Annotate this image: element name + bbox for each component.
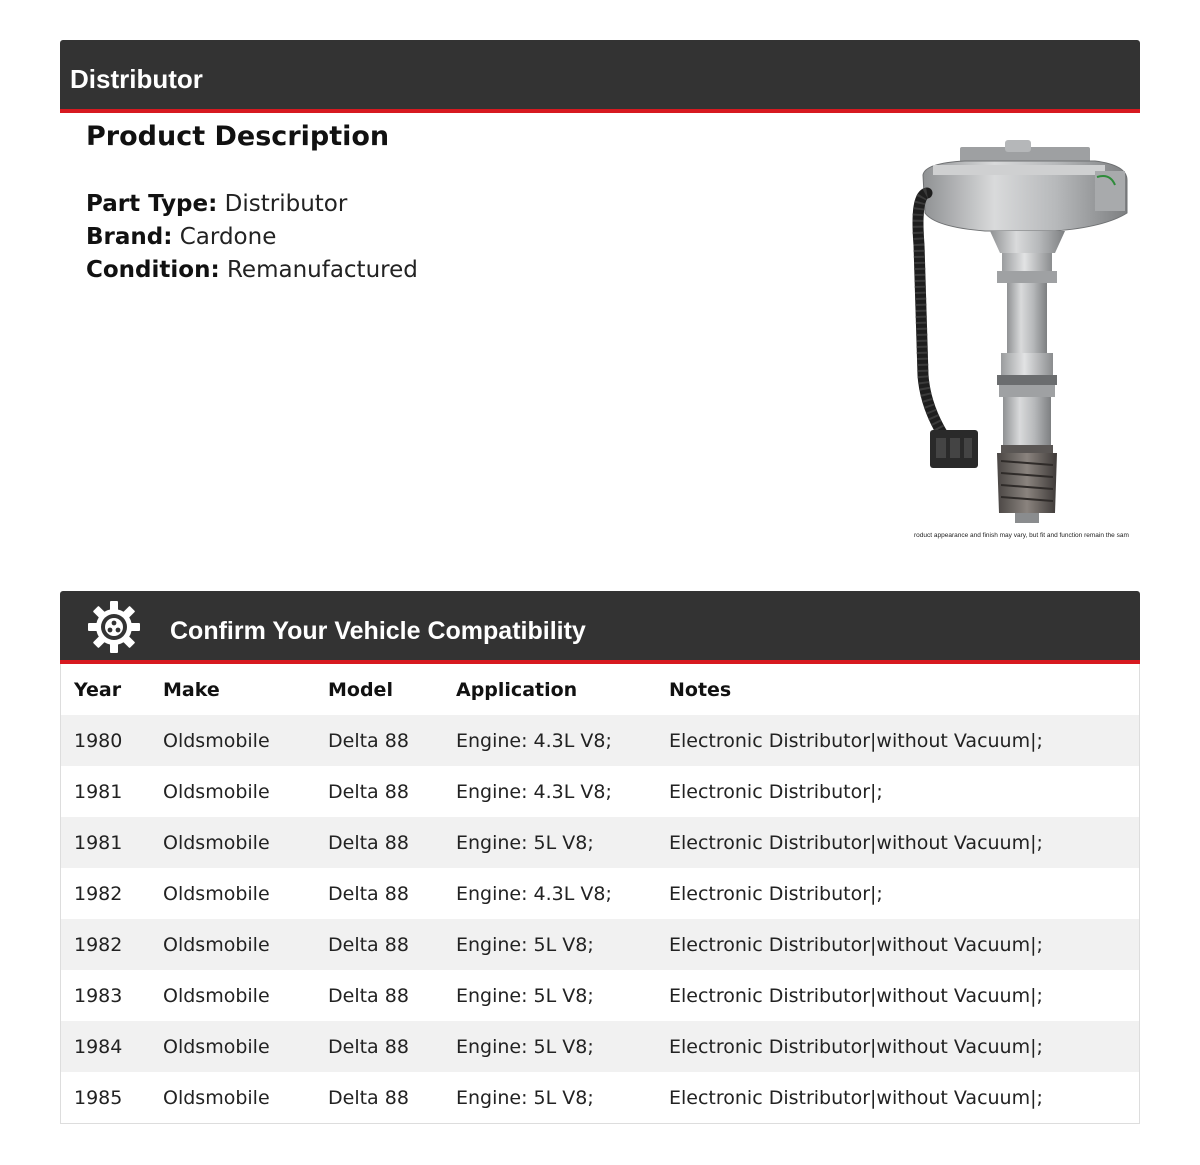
column-header-make: Make xyxy=(163,678,220,701)
column-header-model: Model xyxy=(328,678,393,701)
distributor-product-image[interactable] xyxy=(905,135,1135,530)
cell-make: Oldsmobile xyxy=(163,729,270,752)
cell-year: 1985 xyxy=(74,1086,123,1109)
cell-model: Delta 88 xyxy=(328,882,409,905)
cell-year: 1982 xyxy=(74,882,123,905)
compatibility-title: Confirm Your Vehicle Compatibility xyxy=(170,617,586,645)
product-title-bar xyxy=(60,40,1140,113)
cell-application: Engine: 5L V8; xyxy=(456,1035,594,1058)
cell-model: Delta 88 xyxy=(328,831,409,854)
table-row xyxy=(61,715,1139,766)
cell-notes: Electronic Distributor|; xyxy=(669,882,883,905)
attribute-value: Cardone xyxy=(179,224,277,250)
compatibility-table xyxy=(60,664,1140,1124)
cell-notes: Electronic Distributor|without Vacuum|; xyxy=(669,729,1043,752)
cell-make: Oldsmobile xyxy=(163,780,270,803)
attribute-label: Brand: xyxy=(86,224,173,250)
cell-make: Oldsmobile xyxy=(163,933,270,956)
cell-notes: Electronic Distributor|without Vacuum|; xyxy=(669,984,1043,1007)
product-title: Distributor xyxy=(70,64,203,94)
attribute-value: Distributor xyxy=(224,191,348,217)
cell-model: Delta 88 xyxy=(328,729,409,752)
column-header-notes: Notes xyxy=(669,678,732,701)
attribute-label: Part Type: xyxy=(86,191,218,217)
gear-icon xyxy=(88,601,140,653)
cell-model: Delta 88 xyxy=(328,933,409,956)
cell-application: Engine: 5L V8; xyxy=(456,1086,594,1109)
cell-model: Delta 88 xyxy=(328,1086,409,1109)
image-caption: roduct appearance and finish may vary, but fit and function remain the sam xyxy=(914,532,1129,539)
cell-model: Delta 88 xyxy=(328,1035,409,1058)
cell-year: 1981 xyxy=(74,780,123,803)
table-row xyxy=(61,868,1139,919)
table-row xyxy=(61,766,1139,817)
attribute-label: Condition: xyxy=(86,257,220,283)
cell-notes: Electronic Distributor|without Vacuum|; xyxy=(669,1086,1043,1109)
cell-year: 1980 xyxy=(74,729,123,752)
cell-year: 1983 xyxy=(74,984,123,1007)
cell-application: Engine: 4.3L V8; xyxy=(456,729,612,752)
column-header-application: Application xyxy=(456,678,578,701)
cell-application: Engine: 5L V8; xyxy=(456,984,594,1007)
table-header-row xyxy=(61,664,1139,715)
table-body xyxy=(61,715,1139,1123)
cell-make: Oldsmobile xyxy=(163,1086,270,1109)
attribute-value: Remanufactured xyxy=(226,257,418,283)
product-description-heading: Product Description xyxy=(86,121,390,152)
table-row xyxy=(61,817,1139,868)
cell-notes: Electronic Distributor|without Vacuum|; xyxy=(669,831,1043,854)
cell-year: 1981 xyxy=(74,831,123,854)
cell-year: 1982 xyxy=(74,933,123,956)
cell-year: 1984 xyxy=(74,1035,123,1058)
cell-notes: Electronic Distributor|without Vacuum|; xyxy=(669,1035,1043,1058)
table-row xyxy=(61,919,1139,970)
cell-model: Delta 88 xyxy=(328,984,409,1007)
part-type-row xyxy=(86,188,418,221)
cell-application: Engine: 5L V8; xyxy=(456,933,594,956)
cell-notes: Electronic Distributor|; xyxy=(669,780,883,803)
table-row xyxy=(61,1021,1139,1072)
product-attributes xyxy=(86,188,418,287)
cell-make: Oldsmobile xyxy=(163,984,270,1007)
cell-model: Delta 88 xyxy=(328,780,409,803)
condition-row xyxy=(86,254,418,287)
cell-application: Engine: 4.3L V8; xyxy=(456,780,612,803)
compatibility-bar xyxy=(60,591,1140,664)
cell-application: Engine: 5L V8; xyxy=(456,831,594,854)
cell-make: Oldsmobile xyxy=(163,1035,270,1058)
table-row xyxy=(61,970,1139,1021)
cell-notes: Electronic Distributor|without Vacuum|; xyxy=(669,933,1043,956)
cell-application: Engine: 4.3L V8; xyxy=(456,882,612,905)
brand-row xyxy=(86,221,418,254)
cell-make: Oldsmobile xyxy=(163,831,270,854)
cell-make: Oldsmobile xyxy=(163,882,270,905)
column-header-year: Year xyxy=(74,678,122,701)
table-row xyxy=(61,1072,1139,1123)
